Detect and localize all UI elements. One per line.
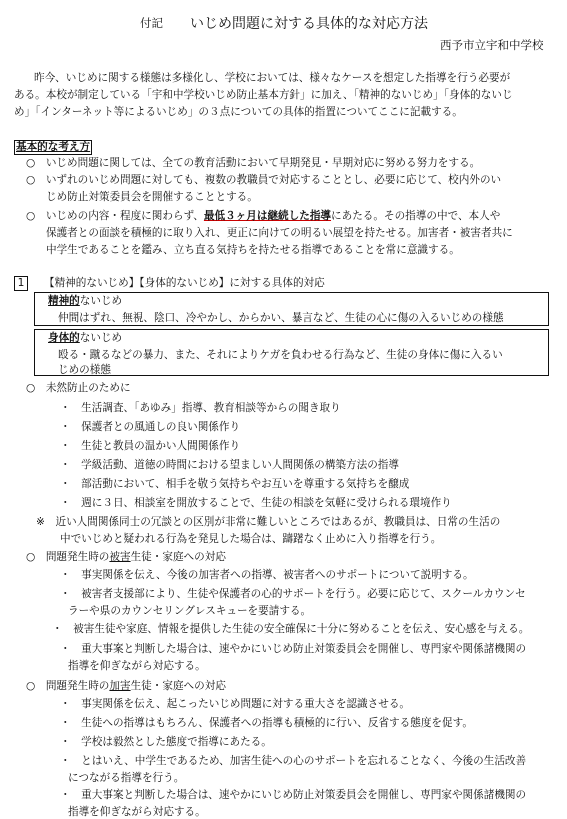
basic-item-cont: 保護者との面談を積極的に取り入れ、更正に向けての明るい展望を持たせる。加害者・被害者共に xyxy=(46,227,513,239)
basic-approach-heading: 基本的な考え方 xyxy=(16,141,91,153)
victim-response-item: ・ 被害者支援部により、生徒や保護者の心的サポートを行う。必要に応じて、スクールカウンセ xyxy=(60,588,526,600)
victim-response-item-cont: ラーや県のカウンセリングレスキューを要請する。 xyxy=(68,605,312,617)
offender-response-item: ・ 重大事案と判断した場合は、速やかにいじめ防止対策委員会を開催し、専門家や関係諸機関の xyxy=(60,789,527,801)
prevention-item: ・ 部活動において、相手を敬う気持ちやお互いを尊重する気持ちを醸成 xyxy=(60,478,410,490)
section1-title: 【精神的ないじめ】【身体的ないじめ】に対する具体的対応 xyxy=(44,277,325,289)
prevention-item: ・ 生徒と教員の温かい人間関係作り xyxy=(60,440,241,452)
prevention-item: ・ 生活調査、「あゆみ」指導、教育相談等からの聞き取り xyxy=(60,402,341,414)
prevention-note: ※ 近い人間関係同士の冗談との区別が非常に難しいところではあるが、教職員は、日常の生活の xyxy=(36,516,501,528)
offender-response-item: ・ 生徒への指導はもちろん、保護者への指導も積極的に行い、反省する態度を促す。 xyxy=(60,717,473,729)
physical-bullying-desc: じめの様態 xyxy=(58,364,111,376)
basic-item: ○ いじめの内容・程度に関わらず、最低３ヶ月は継続した指導にあたる。その指導の中で、本人や xyxy=(26,210,501,222)
offender-response-item: ・ 事実関係を伝え、起こったいじめ問題に対する重大さを認識させる。 xyxy=(60,698,411,710)
mental-bullying-heading: 精神的ないじめ xyxy=(48,295,123,307)
offender-response-item: ・ 学校は毅然とした態度で指導にあたる。 xyxy=(60,736,272,748)
prevention-item: ・ 学級活動、道徳の時間における望ましい人間関係の構築方法の指導 xyxy=(60,459,399,471)
intro-line: 昨今、いじめに関する様態は多様化し、学校においては、様々なケースを想定した指導を行う必要が xyxy=(34,72,511,84)
section-number-box: 1 xyxy=(14,276,28,291)
offender-response-item-cont: 指導を仰ぎながら対応する。 xyxy=(68,806,206,818)
basic-item: ○ いじめ問題に関しては、全ての教育活動において早期発見・早期対応に努める努力をする。 xyxy=(26,157,481,169)
victim-response-item: ・ 被害生徒や家庭、情報を提供した生徒の安全確保に十分に努めることを伝え、安心感を与える。 xyxy=(52,623,530,635)
physical-bullying-heading: 身体的ないじめ xyxy=(48,332,123,344)
victim-response-item: ・ 事実関係を伝え、今後の加害者への指導、被害者へのサポートについて説明する。 xyxy=(60,569,474,581)
victim-response-item-cont: 指導を仰ぎながら対応する。 xyxy=(68,660,206,672)
victim-response-heading: ○ 問題発生時の被害生徒・家庭への対応 xyxy=(26,551,226,563)
prevention-item: ・ 週に３日、相談室を開放することで、生徒の相談を気軽に受けられる環境作り xyxy=(60,497,452,509)
offender-response-item: ・ とはいえ、中学生であるため、加害生徒への心のサポートを忘れることなく、今後の生活改善 xyxy=(60,755,527,767)
basic-item-cont: 中学生であることを鑑み、立ち直る気持ちを持たせる指導であることを常に意識する。 xyxy=(46,244,460,256)
basic-item: ○ いずれのいじめ問題に対しても、複数の教職員で対応することとし、必要に応じて、校内外のい xyxy=(26,174,502,186)
victim-response-item: ・ 重大事案と判断した場合は、速やかにいじめ防止対策委員会を開催し、専門家や関係諸機関の xyxy=(60,643,527,655)
basic-item-cont: じめ防止対策委員会を開催することとする。 xyxy=(46,191,258,203)
intro-line: ある。本校が制定している「宇和中学校いじめ防止基本方針」に加え、「精神的ないじめ」「身体的ないじ xyxy=(14,89,513,101)
prevention-note-cont: 中でいじめと疑われる行為を発見した場合は、躊躇なく止めに入り指導を行う。 xyxy=(60,533,442,545)
intro-line: め」「インターネット等によるいじめ」の３点についての具体的指置についてここに記載する。 xyxy=(14,106,463,118)
document-title: いじめ問題に対する具体的な対応方法 xyxy=(190,16,428,32)
school-name: 西予市立宇和中学校 xyxy=(440,38,544,52)
offender-response-item-cont: につながる指導を行う。 xyxy=(68,772,185,784)
emphasis-min-three-months: 最低３ヶ月は継続した指導 xyxy=(203,210,332,222)
offender-response-heading: ○ 問題発生時の加害生徒・家庭への対応 xyxy=(26,680,226,692)
prevention-heading: ○ 未然防止のために xyxy=(26,382,131,394)
prevention-item: ・ 保護者との風通しの良い関係作り xyxy=(60,421,241,433)
mental-bullying-desc: 仲間はずれ、無視、陰口、冷やかし、からかい、暴言など、生徒の心に傷の入るいじめの様態 xyxy=(58,312,504,324)
appendix-label: 付記 xyxy=(140,16,163,30)
physical-bullying-desc: 殴る・蹴るなどの暴力、また、それによりケガを負わせる行為など、生徒の身体に傷に入るい xyxy=(58,349,503,361)
